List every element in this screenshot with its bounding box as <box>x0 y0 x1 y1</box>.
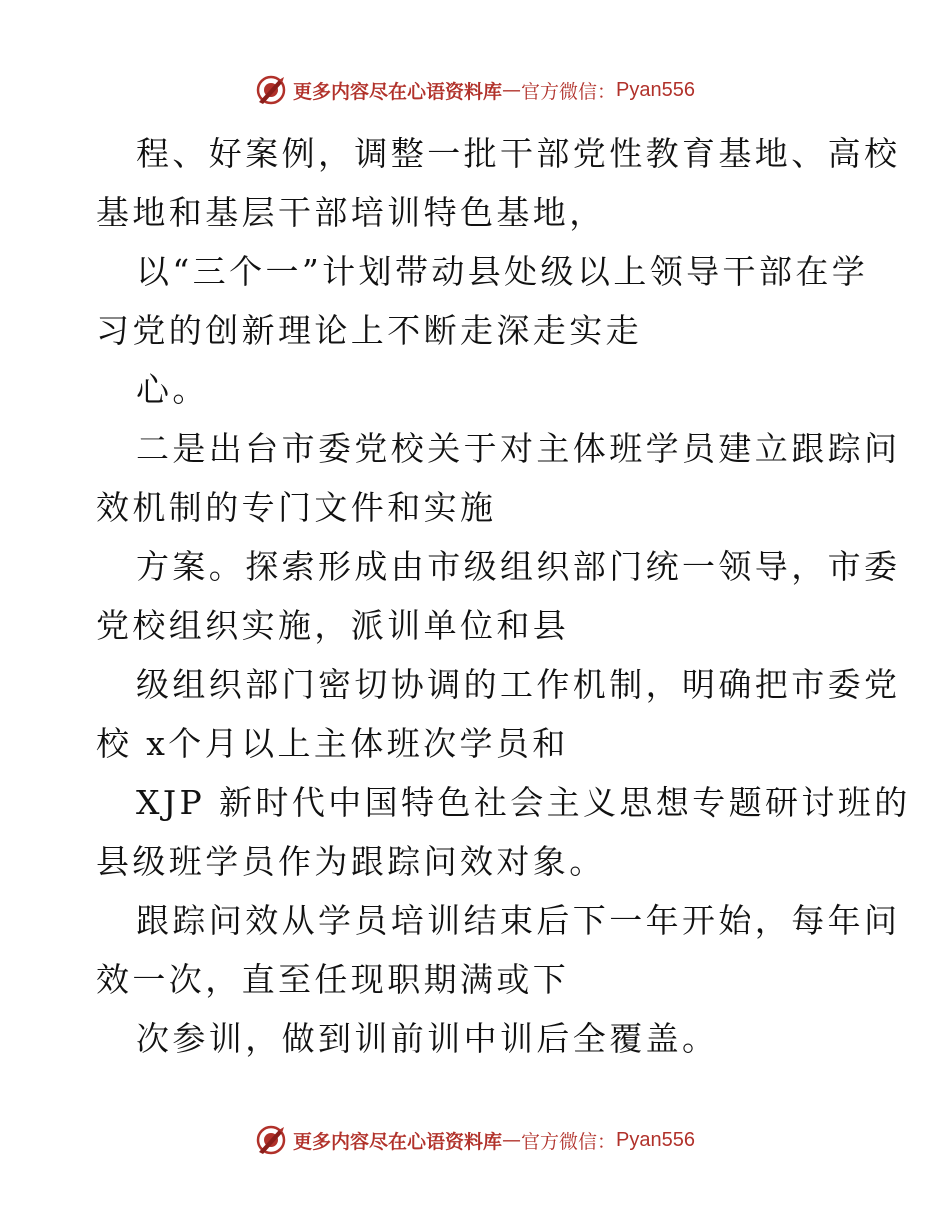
text-line: 方案。探索形成由市级组织部门统一领导，市委 <box>136 547 901 586</box>
banner-official-label: 官方微信： <box>521 1130 617 1153</box>
banner-brand-text: 更多内容尽在心语资料库 <box>293 80 503 103</box>
banner-wechat-id: Pyan556 <box>616 78 695 101</box>
text-line: 习党的创新理论上不断走深走实走 <box>96 311 642 350</box>
text-line: 以“三个一”计划带动县处级以上领导干部在学 <box>136 252 869 291</box>
text-line: 党校组织实施，派训单位和县 <box>96 606 570 645</box>
document-body <box>96 124 911 1068</box>
text-line: 程、好案例，调整一批干部党性教育基地、高校 <box>136 134 901 173</box>
text-line: 县级班学员作为跟踪问效对象。 <box>96 842 606 881</box>
footer-banner <box>0 1120 950 1160</box>
text-line: 心。 <box>136 370 209 409</box>
text-line: 级组织部门密切协调的工作机制，明确把市委党 <box>136 665 901 704</box>
red-quill-logo-icon <box>255 74 287 106</box>
text-line: 校 x个月以上主体班次学员和 <box>96 724 569 763</box>
text-line: 次参训，做到训前训中训后全覆盖。 <box>136 1019 719 1058</box>
banner-dash: — <box>502 1129 522 1151</box>
banner-wechat-id: Pyan556 <box>616 1128 695 1151</box>
red-quill-logo-icon <box>255 1124 287 1156</box>
text-line: 跟踪问效从学员培训结束后下一年开始，每年问 <box>136 901 901 940</box>
text-line: 基地和基层干部培训特色基地， <box>96 193 606 232</box>
header-banner <box>0 70 950 110</box>
banner-official-label: 官方微信： <box>521 80 617 103</box>
text-line: 效一次，直至任现职期满或下 <box>96 960 570 999</box>
banner-brand-text: 更多内容尽在心语资料库 <box>293 1130 503 1153</box>
text-line: 效机制的专门文件和实施 <box>96 488 497 527</box>
banner-dash: — <box>502 79 522 101</box>
text-line: 二是出台市委党校关于对主体班学员建立跟踪问 <box>136 429 901 468</box>
text-line: XJP 新时代中国特色社会主义思想专题研讨班的 <box>136 783 911 822</box>
